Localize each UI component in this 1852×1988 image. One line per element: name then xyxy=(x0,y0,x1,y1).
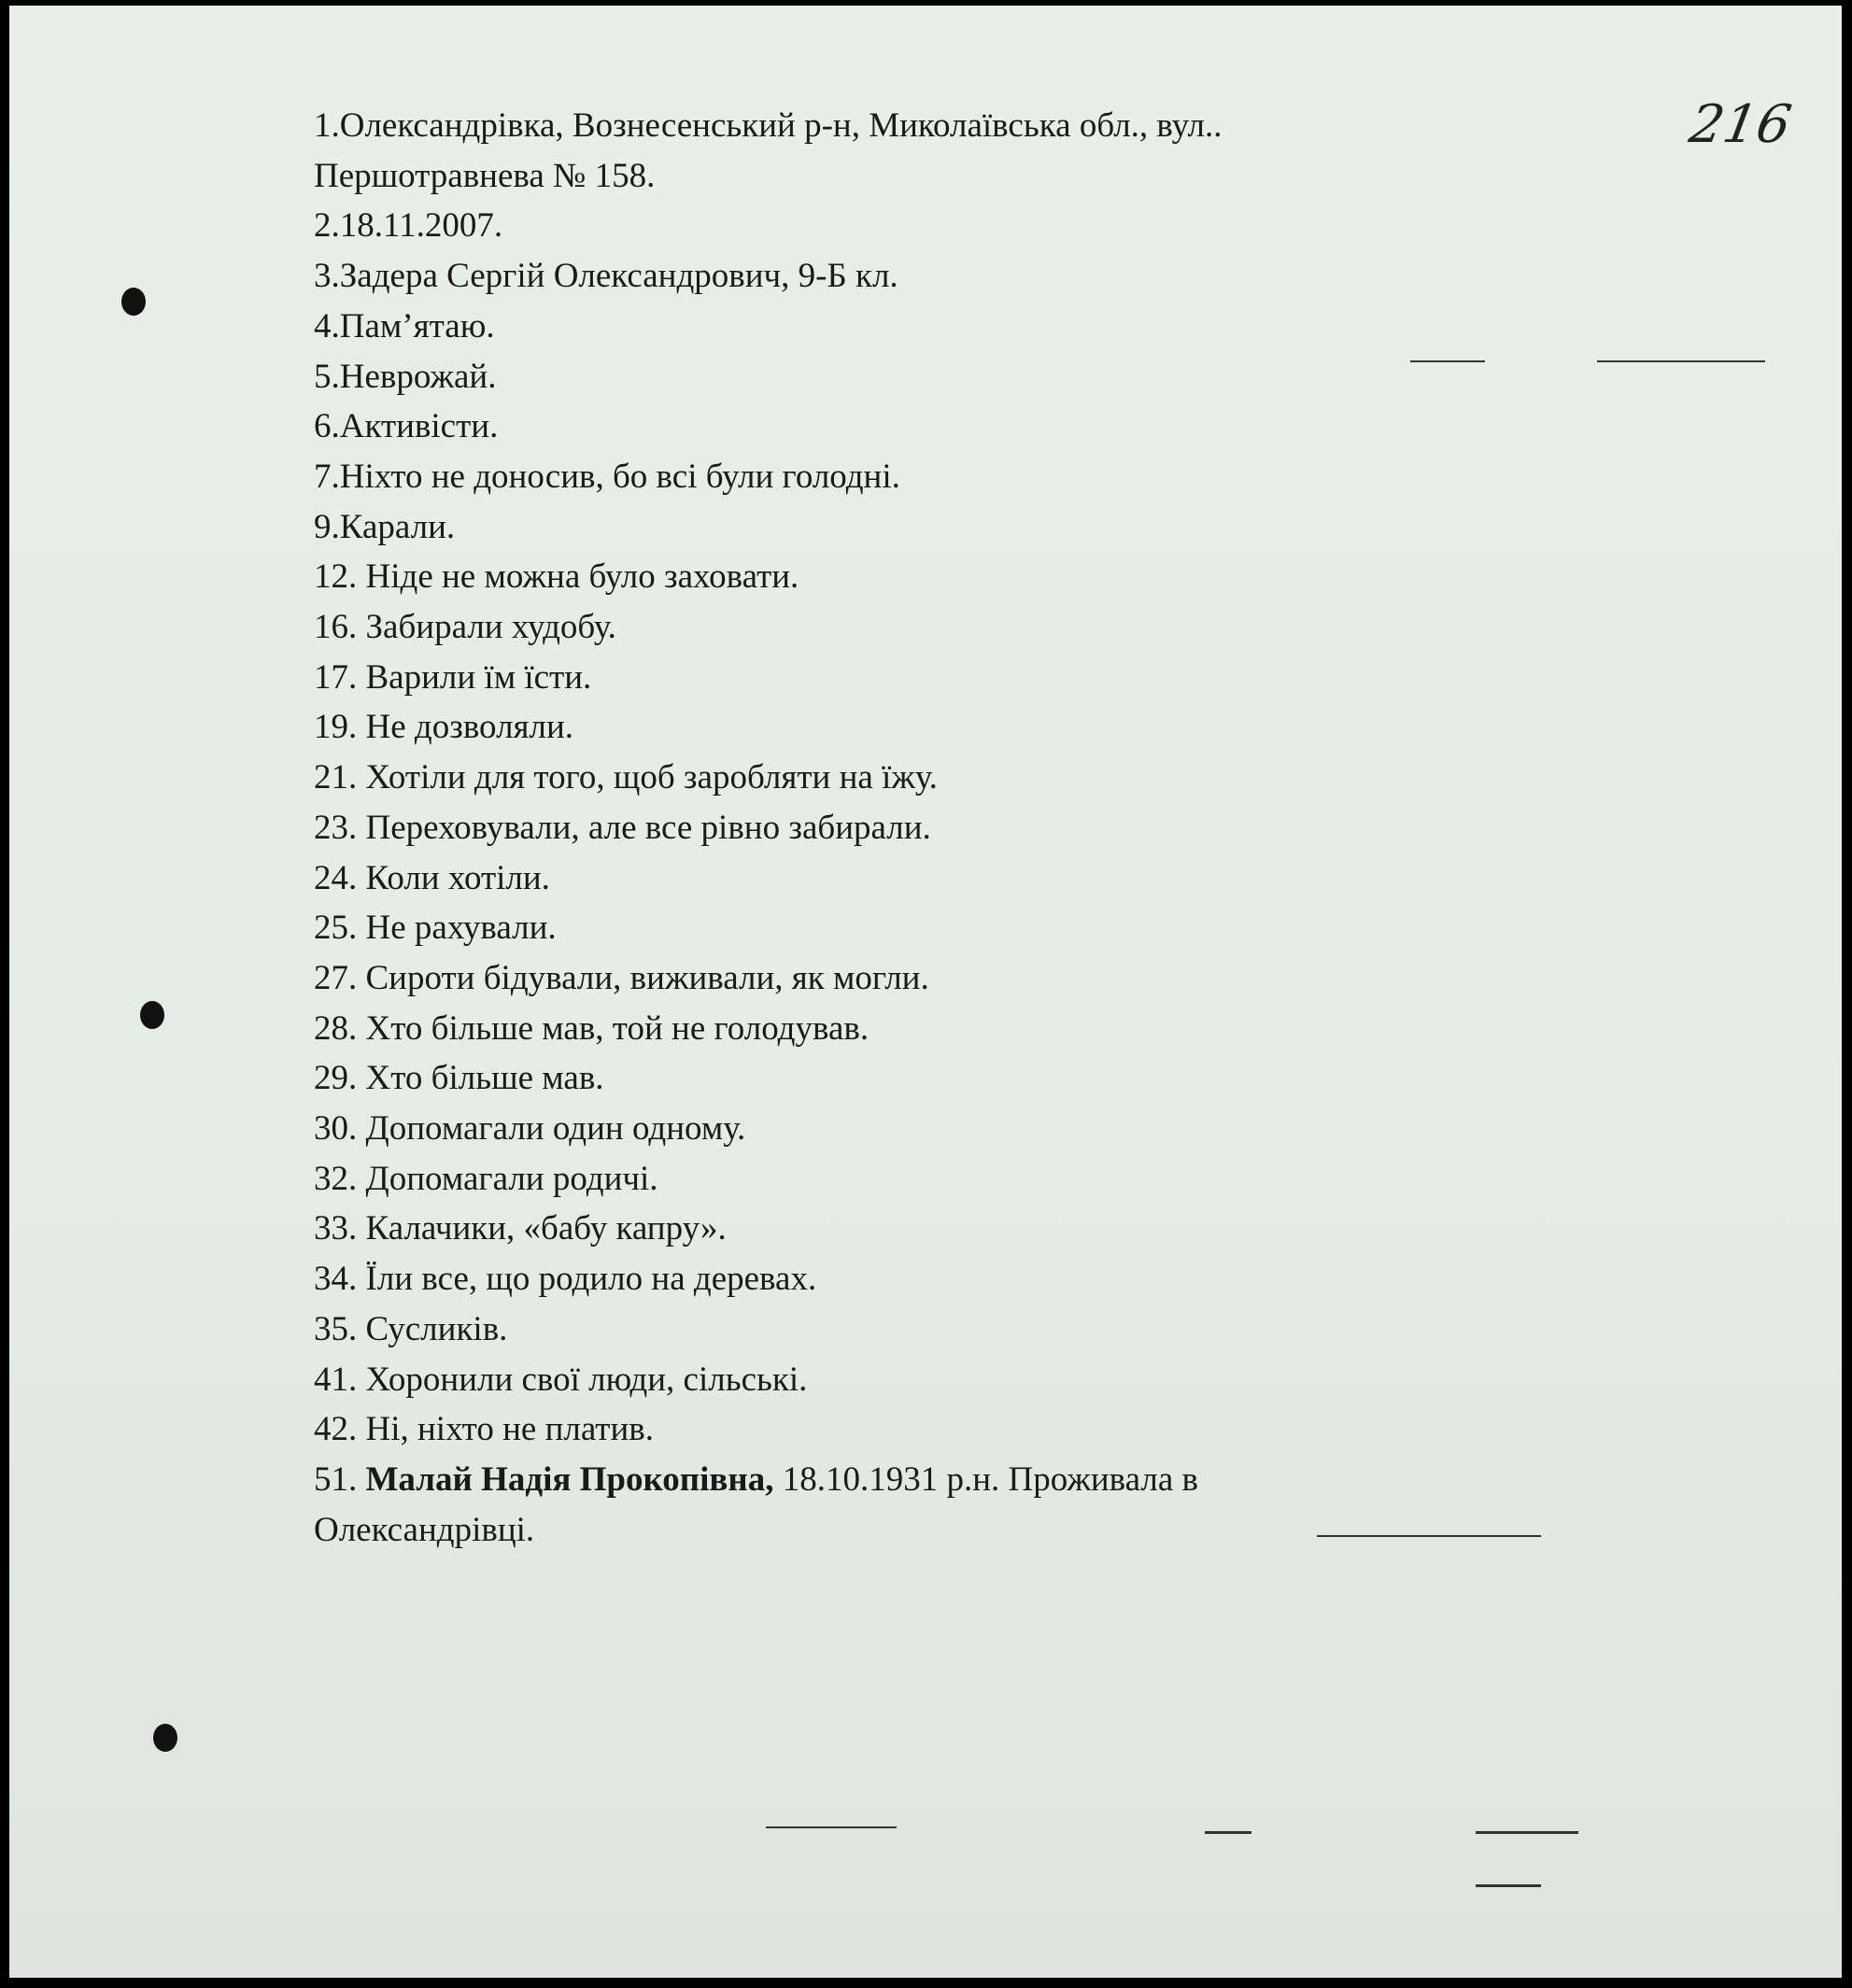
text-line: 3.Задера Сергій Олександрович, 9-Б кл. xyxy=(314,257,898,296)
text-line: 42. Ні, ніхто не платив. xyxy=(314,1410,654,1449)
text-line: 30. Допомагали один одному. xyxy=(314,1109,746,1149)
punch-hole xyxy=(153,1724,177,1752)
text-line: Олександрівці. xyxy=(314,1510,535,1549)
document-page xyxy=(9,6,1842,1978)
punch-hole xyxy=(121,288,146,316)
text-line: 41. Хоронили свої люди, сільські. xyxy=(314,1360,808,1399)
text-line: 27. Сироти бідували, виживали, як могли. xyxy=(314,958,929,997)
text-line: 5.Неврожай. xyxy=(314,357,497,396)
text-line: 6.Активісти. xyxy=(314,407,499,446)
scan-mark xyxy=(1476,1831,1578,1834)
text-line: 19. Не дозволяли. xyxy=(314,708,574,747)
text-line-51 xyxy=(314,1455,1621,1505)
text-line: 32. Допомагали родичі. xyxy=(314,1159,658,1198)
informant-details: 18.10.1931 р.н. Проживала в xyxy=(773,1459,1199,1499)
text-line: 34. Їли все, що родило на деревах. xyxy=(314,1260,817,1299)
text-line: 25. Не рахували. xyxy=(314,909,557,948)
text-line: 7.Ніхто не доносив, бо всі були голодні. xyxy=(314,457,900,496)
text-line: 35. Сусликів. xyxy=(314,1309,508,1348)
item-number: 51. xyxy=(314,1459,366,1499)
text-line: 17. Варили їм їсти. xyxy=(314,657,592,697)
text-line: 9.Карали. xyxy=(314,507,456,546)
text-line: 33. Калачики, «бабу капру». xyxy=(314,1209,727,1248)
handwritten-page-number: 216 xyxy=(1685,94,1796,155)
text-line: 29. Хто більше мав. xyxy=(314,1059,604,1098)
text-line: 2.18.11.2007. xyxy=(314,206,503,246)
scan-mark xyxy=(1205,1831,1251,1834)
text-line: 28. Хто більше мав, той не голодував. xyxy=(314,1008,869,1048)
text-line: 16. Забирали худобу. xyxy=(314,608,616,647)
informant-name: Малай Надія Прокопівна, xyxy=(365,1459,774,1499)
scan-mark xyxy=(766,1826,897,1828)
text-line: 4.Пам’ятаю. xyxy=(314,306,495,345)
text-line: 23. Переховували, але все рівно забирали. xyxy=(314,808,931,847)
text-line: 12. Ніде не можна було заховати. xyxy=(314,557,799,597)
scan-mark xyxy=(1597,360,1765,362)
answers-list xyxy=(314,101,1621,1555)
text-line: 21. Хотіли для того, щоб заробляти на їжу. xyxy=(314,758,938,797)
text-line: 24. Коли хотіли. xyxy=(314,858,550,897)
text-line: Першотравнева № 158. xyxy=(314,156,656,195)
punch-hole xyxy=(140,1001,164,1029)
text-line: 1.Олександрівка, Вознесенський р-н, Миколаївська обл., вул.. xyxy=(314,106,1223,145)
scan-mark xyxy=(1476,1884,1541,1887)
